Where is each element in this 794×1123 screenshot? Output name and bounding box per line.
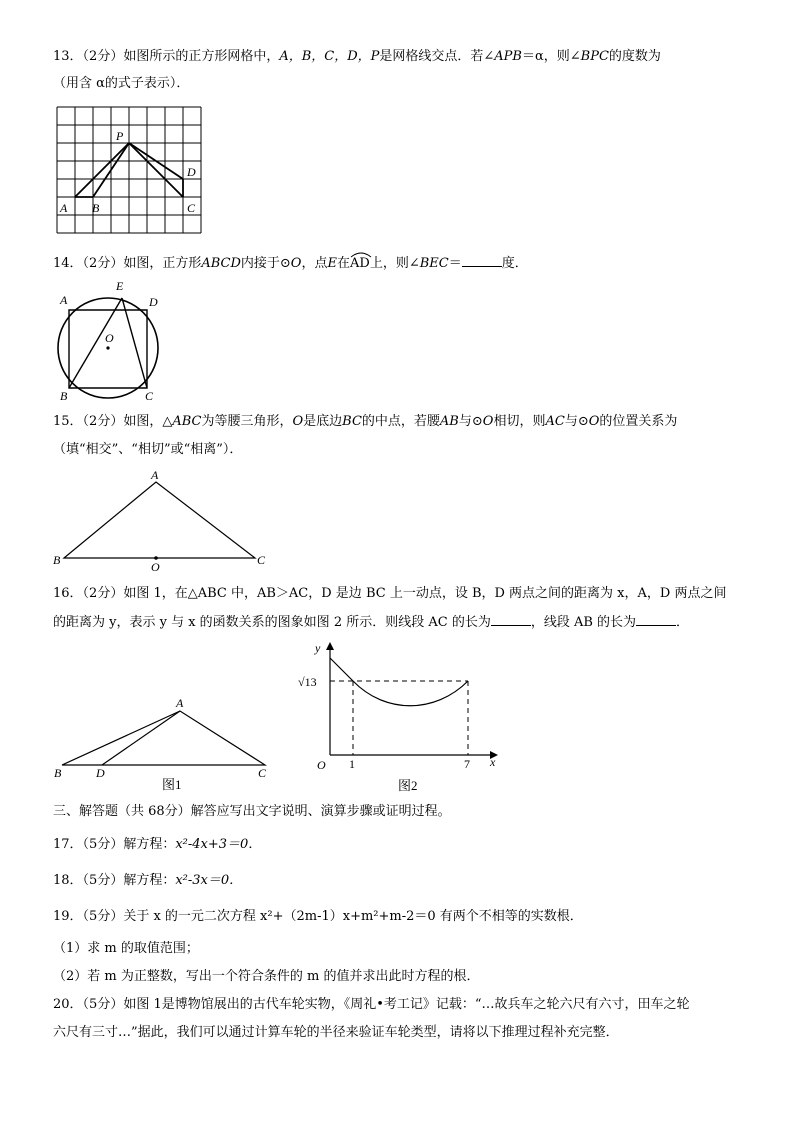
q14-label-E: E <box>116 279 124 293</box>
q13-label-B: B <box>92 201 100 215</box>
q17: 17．（5分）解方程：x²-4x+3＝0． <box>53 837 262 852</box>
q14-label-B: B <box>60 389 68 403</box>
q14-label-D: D <box>149 295 158 309</box>
q15-line1: 15．（2分）如图，△ABC为等腰三角形，O是底边BC的中点，若腰AB与⊙O相切，则AC与⊙O的位置关系为 <box>53 414 678 429</box>
q15-triangle-figure <box>50 468 280 572</box>
q16-figure1 <box>50 695 280 795</box>
q15-label-C: C <box>257 553 266 567</box>
q19-part1: （1）求 m 的取值范围； <box>53 941 199 956</box>
q20-line1: 20．（5分）如图 1是博物馆展出的古代车轮实物，《周礼•考工记》记载：“…故兵车之轮六尺有六寸，田车之轮 <box>53 997 690 1012</box>
fig2-axis-y: y <box>315 641 321 655</box>
fig1-label-C: C <box>258 766 267 780</box>
q16-ab-blank[interactable] <box>636 612 676 626</box>
q13-label-A: A <box>60 201 68 215</box>
q13-line1: 13．（2分）如图所示的正方形网格中，A，B，C，D，P是网格线交点．若∠APB＝α，则∠BPC的度数为 <box>53 49 661 64</box>
fig1-caption: 图1 <box>162 777 182 792</box>
q13-line2: （用含 α的式子表示）． <box>53 76 190 91</box>
q16-line2: 的距离为 y，表示 y 与 x 的函数关系的图象如图 2 所示．则线段 AC 的长为 ，线段 AB 的长为 ． <box>53 612 689 632</box>
q15-label-O: O <box>151 560 160 574</box>
fig1-label-A: A <box>176 696 184 710</box>
q18: 18．（5分）解方程：x²-3x＝0． <box>53 873 243 888</box>
q16-ac-blank[interactable] <box>491 612 531 626</box>
q15-line2: （填“相交”、“相切”或“相离”）． <box>53 442 243 457</box>
q14-label-O: O <box>105 331 114 345</box>
q13-label-D: D <box>187 165 196 179</box>
q15-label-B: B <box>53 553 61 567</box>
fig2-sqrt13: √13 <box>298 675 317 689</box>
fig2-origin: O <box>317 758 326 772</box>
fig2-tick-7: 7 <box>464 757 470 771</box>
arc-AD: AD <box>350 255 370 273</box>
fig2-axis-x: x <box>490 755 496 769</box>
q13-grid-figure <box>50 100 220 240</box>
q13-label-C: C <box>187 201 196 215</box>
fig2-tick-1: 1 <box>349 757 355 771</box>
q15-label-A: A <box>151 468 159 482</box>
fig1-label-D: D <box>96 766 105 780</box>
q14-label-C: C <box>145 389 154 403</box>
q13-label-P: P <box>116 129 124 143</box>
section3-heading: 三、解答题（共 68分）解答应写出文字说明、演算步骤或证明过程。 <box>53 804 451 819</box>
q16-figure2-graph <box>295 638 510 798</box>
q19-stem: 19．（5分）关于 x 的一元二次方程 x²+（2m-1）x+m²+m-2＝0 有两个不相等的实数根． <box>53 909 583 924</box>
q19-part2: （2）若 m 为正整数，写出一个符合条件的 m 的值并求出此时方程的根． <box>53 969 480 984</box>
fig2-caption: 图2 <box>398 778 418 793</box>
q14-label-A: A <box>60 293 68 307</box>
q14-circle-figure <box>50 278 170 402</box>
q14-answer-blank[interactable] <box>462 253 502 267</box>
fig1-label-B: B <box>54 766 62 780</box>
q20-line2: 六尺有三寸…”据此，我们可以通过计算车轮的半径来验证车轮类型，请将以下推理过程补充完整． <box>53 1025 619 1040</box>
q16-line1: 16．（2分）如图 1，在△ABC 中，AB＞AC，D 是边 BC 上一动点，设 B，D 两点之间的距离为 x，A，D 两点之间 <box>53 586 727 601</box>
q14-line: 14．（2分）如图，正方形ABCD内接于⊙O，点E在AD 上，则∠BEC＝ 度． <box>53 253 528 273</box>
